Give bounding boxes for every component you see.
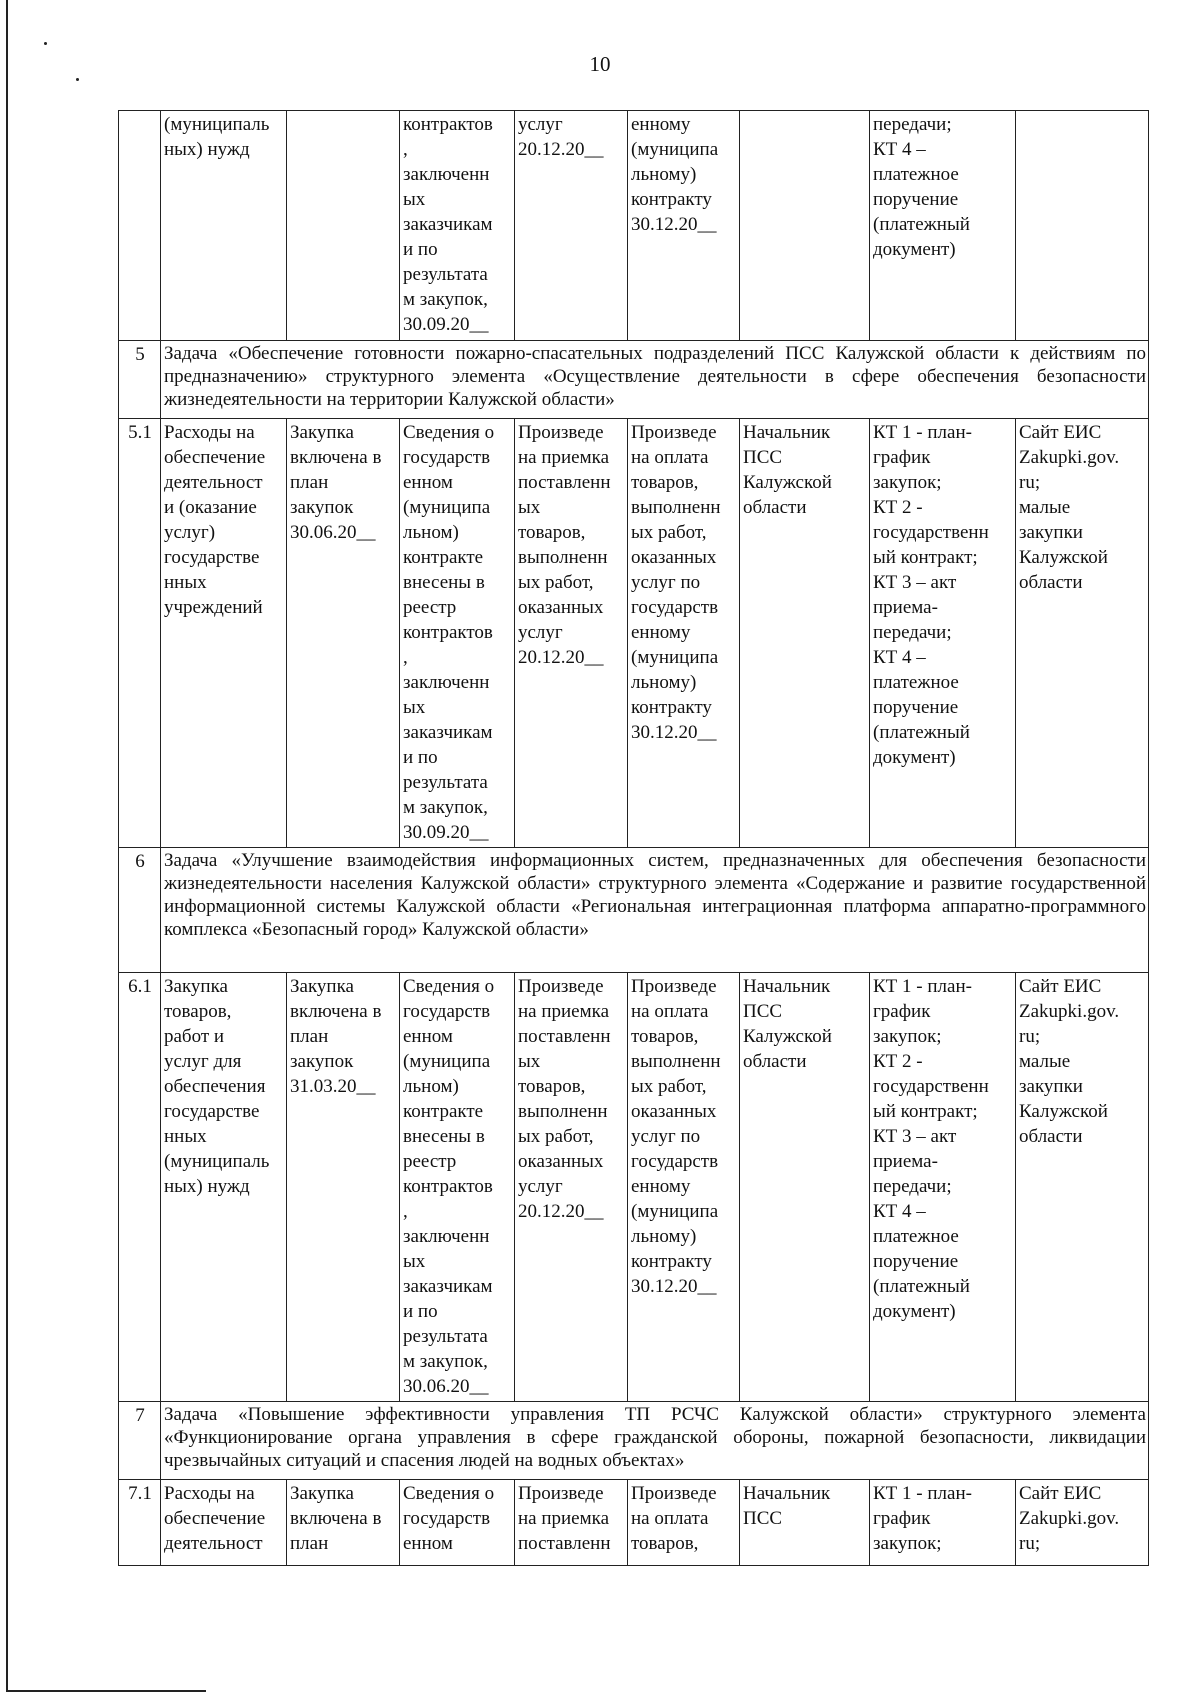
scan-margin-line (6, 0, 8, 1690)
confirming-document-text: КТ 1 - план- график закупок; КТ 2 - государственн ый контракт; КТ 3 – акт приема- передачи; КТ 4 – платежное поручение (платежный документ) (873, 422, 989, 768)
scan-speck (44, 42, 47, 45)
checkpoint-plan-cell (287, 419, 400, 848)
checkpoint-acceptance-cell (515, 1480, 628, 1566)
event-name-text: Расходы на обеспечение деятельност и (оказание услуг) государстве нных учреждений (164, 422, 266, 618)
checkpoint-acceptance-text: Произведе на приемка поставленн ых товаров, выполненн ых работ, оказанных услуг 20.12.20__ (518, 976, 611, 1222)
checkpoint-registry-cell (400, 419, 515, 848)
checkpoint-acceptance-text: услуг 20.12.20__ (518, 114, 604, 160)
scan-bottom-line (6, 1690, 206, 1692)
checkpoint-payment-cell (628, 111, 740, 341)
responsible-person-cell (740, 973, 870, 1402)
checkpoint-plan-text: Закупка включена в план закупок 30.06.20__ (290, 422, 382, 543)
info-system-cell (1016, 1480, 1149, 1566)
event-name-cell (161, 973, 287, 1402)
responsible-person-text: Начальник ПСС Калужской области (743, 976, 832, 1072)
checkpoint-registry-cell (400, 111, 515, 341)
checkpoint-acceptance-cell (515, 973, 628, 1402)
info-system-text: Сайт ЕИС Zakupki.gov. ru; (1019, 1483, 1120, 1554)
checkpoint-registry-text: контрактов , заключенн ых заказчикам и по результата м закупок, 30.09.20__ (403, 114, 493, 335)
checkpoint-registry-cell (400, 1480, 515, 1566)
task-row (119, 341, 1149, 419)
info-system-cell (1016, 111, 1149, 341)
checkpoint-acceptance-cell (515, 419, 628, 848)
task-row (119, 1402, 1149, 1480)
responsible-person-text: Начальник ПСС (743, 1483, 831, 1529)
event-name-cell (161, 111, 287, 341)
confirming-document-cell (870, 1480, 1016, 1566)
event-name-cell (161, 419, 287, 848)
table-row (119, 1480, 1149, 1566)
row-number: 5 (119, 341, 161, 419)
checkpoint-plan-cell (287, 111, 400, 341)
row-number: 6 (119, 848, 161, 973)
responsible-person-cell (740, 1480, 870, 1566)
checkpoint-payment-text: Произведе на оплата товаров, (631, 1483, 717, 1554)
scan-speck (76, 78, 79, 81)
checkpoint-payment-text: Произведе на оплата товаров, выполненн ых работ, оказанных услуг по государств енному (муниципа льному) контракту 30.12.20__ (631, 976, 721, 1297)
checkpoint-plan-text: Закупка включена в план (290, 1483, 382, 1554)
checkpoint-payment-cell (628, 419, 740, 848)
row-number: 7.1 (119, 1480, 161, 1566)
confirming-document-cell (870, 419, 1016, 848)
event-name-cell (161, 1480, 287, 1566)
checkpoint-acceptance-text: Произведе на приемка поставленн ых товаров, выполненн ых работ, оказанных услуг 20.12.20__ (518, 422, 611, 668)
row-number: 6.1 (119, 973, 161, 1402)
confirming-document-text: КТ 1 - план- график закупок; (873, 1483, 972, 1554)
table-row (119, 419, 1149, 848)
confirming-document-text: передачи; КТ 4 – платежное поручение (платежный документ) (873, 114, 970, 260)
responsible-person-cell (740, 111, 870, 341)
document-table (118, 110, 1149, 1566)
responsible-person-cell (740, 419, 870, 848)
checkpoint-payment-cell (628, 973, 740, 1402)
event-name-text: Закупка товаров, работ и услуг для обеспечения государстве нных (муниципаль ных) нужд (164, 976, 270, 1197)
checkpoint-plan-cell (287, 1480, 400, 1566)
info-system-text: Сайт ЕИС Zakupki.gov. ru; малые закупки Калужской области (1019, 976, 1120, 1147)
confirming-document-cell (870, 111, 1016, 341)
confirming-document-text: КТ 1 - план- график закупок; КТ 2 - государственн ый контракт; КТ 3 – акт приема- передачи; КТ 4 – платежное поручение (платежный документ) (873, 976, 989, 1322)
task-description: Задача «Улучшение взаимодействия информационных систем, предназначенных для обеспечения безопасности жизнедеятельности населения Калужской области» структурного элемента «Содержание и развитие государственной информационной системы Калужской области «Региональная интеграционная платформа аппаратно-программного комплекса «Безопасный город» Калужской области» (161, 848, 1149, 973)
checkpoint-registry-text: Сведения о государств енном (403, 1483, 495, 1554)
confirming-document-cell (870, 973, 1016, 1402)
responsible-person-text: Начальник ПСС Калужской области (743, 422, 832, 518)
checkpoint-payment-cell (628, 1480, 740, 1566)
checkpoint-registry-text: Сведения о государств енном (муниципа льном) контракте внесены в реестр контрактов , заключенн ых заказчикам и по результата м закупок, 30.06.20__ (403, 976, 495, 1397)
row-number: 5.1 (119, 419, 161, 848)
checkpoint-registry-text: Сведения о государств енном (муниципа льном) контракте внесены в реестр контрактов , заключенн ых заказчикам и по результата м закупок, 30.09.20__ (403, 422, 495, 843)
checkpoint-payment-text: енному (муниципа льному) контракту 30.12.20__ (631, 114, 719, 235)
table-row (119, 973, 1149, 1402)
checkpoint-plan-text: Закупка включена в план закупок 31.03.20__ (290, 976, 382, 1097)
page-number: 10 (589, 52, 611, 76)
checkpoint-acceptance-text: Произведе на приемка поставленн (518, 1483, 611, 1554)
event-name-text: (муниципаль ных) нужд (164, 114, 270, 160)
checkpoint-registry-cell (400, 973, 515, 1402)
task-row (119, 848, 1149, 973)
row-number: 7 (119, 1402, 161, 1480)
table-body (119, 111, 1149, 1566)
info-system-cell (1016, 973, 1149, 1402)
info-system-text: Сайт ЕИС Zakupki.gov. ru; малые закупки Калужской области (1019, 422, 1120, 593)
checkpoint-plan-cell (287, 973, 400, 1402)
info-system-cell (1016, 419, 1149, 848)
event-name-text: Расходы на обеспечение деятельност (164, 1483, 266, 1554)
task-description: Задача «Обеспечение готовности пожарно-спасательных подразделений ПСС Калужской области к действиям по предназначению» структурного элемента «Осуществление деятельности в сфере обеспечения безопасности жизнедеятельности на территории Калужской области» (161, 341, 1149, 419)
table-row (119, 111, 1149, 341)
task-description: Задача «Повышение эффективности управления ТП РСЧС Калужской области» структурного элемента «Функционирование органа управления в сфере гражданской обороны, пожарной безопасности, ликвидации чрезвычайных ситуаций и спасения людей на водных объектах» (161, 1402, 1149, 1480)
row-number (119, 111, 161, 341)
checkpoint-acceptance-cell (515, 111, 628, 341)
checkpoint-payment-text: Произведе на оплата товаров, выполненн ых работ, оказанных услуг по государств енному (муниципа льному) контракту 30.12.20__ (631, 422, 721, 743)
